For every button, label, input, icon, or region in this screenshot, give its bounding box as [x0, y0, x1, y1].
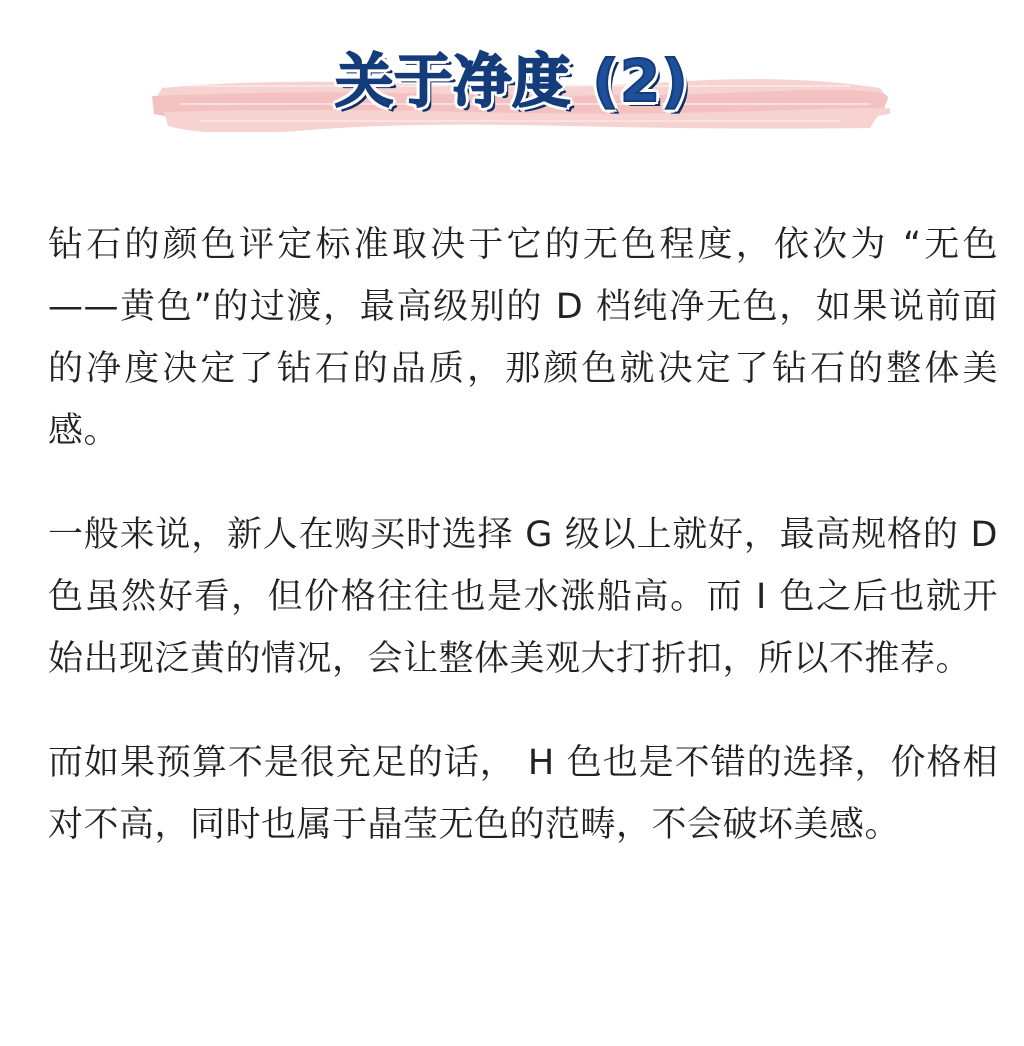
- paragraph-grade-recommendation: 一般来说，新人在购买时选择 G 级以上就好，最高规格的 D 色虽然好看，但价格往往也是水涨船高。而 I 色之后也就开始出现泛黄的情况，会让整体美观大打折扣，所以不推荐。: [48, 515, 998, 679]
- paragraph-budget-option: 而如果预算不是很充足的话， H 色也是不错的选择，价格相对不高，同时也属于晶莹无色的范畴，不会破坏美感。: [48, 743, 998, 845]
- paragraph-color-grading: 钻石的颜色评定标准取决于它的无色程度，依次为 “无色——黄色”的过渡，最高级别的 D 档纯净无色，如果说前面的净度决定了钻石的品质，那颜色就决定了钻石的整体美感。: [48, 225, 998, 451]
- article-body: [48, 214, 998, 898]
- page-header: [0, 0, 1024, 150]
- page-title: 关于净度 (2): [335, 47, 689, 115]
